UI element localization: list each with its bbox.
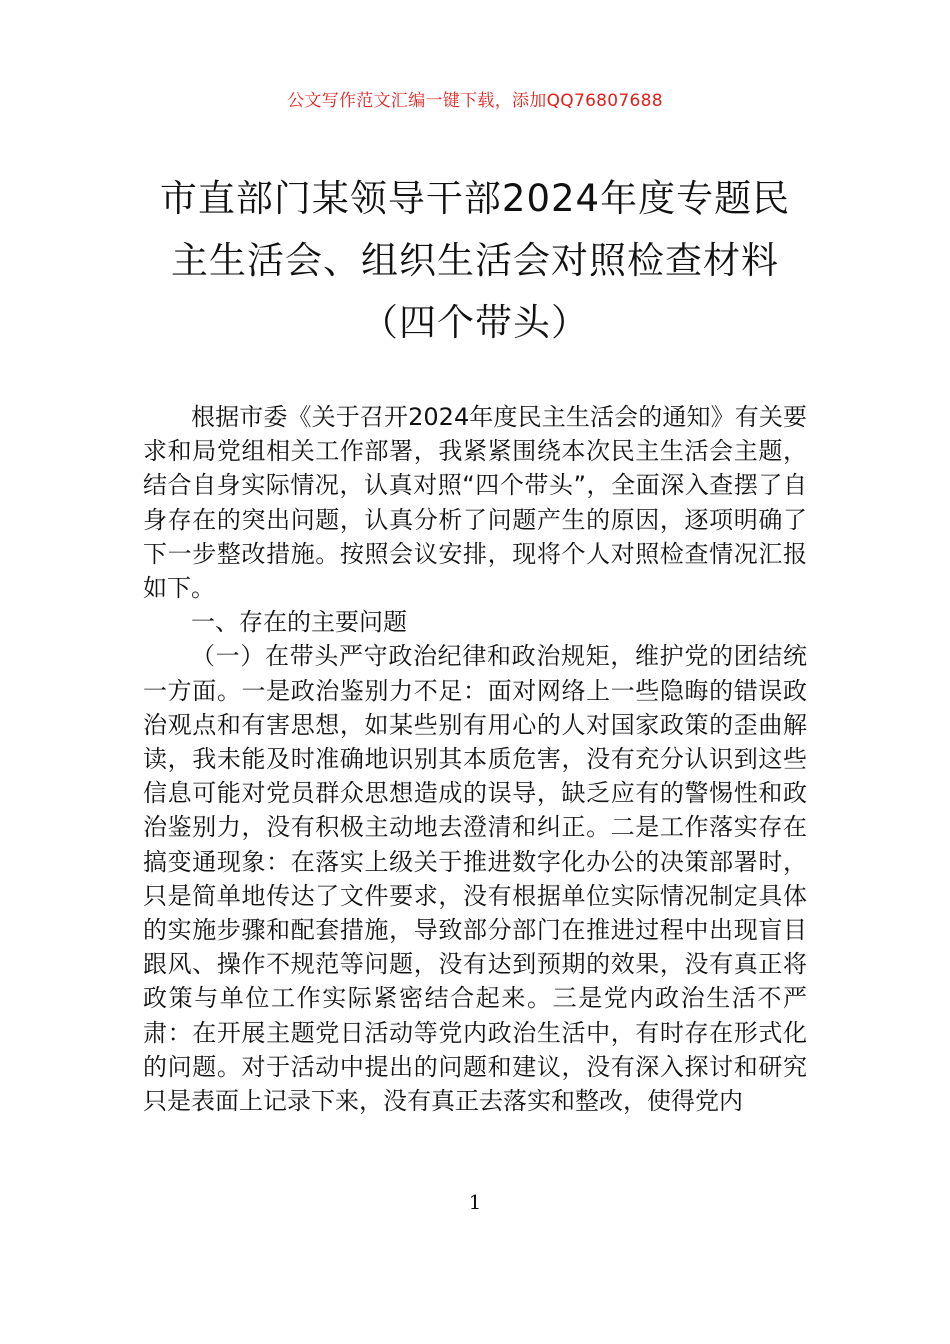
page-number: 1 <box>468 1190 482 1214</box>
document-body <box>143 400 807 1118</box>
document-title: 市直部门某领导干部2024年度专题民主生活会、组织生活会对照检查材料（四个带头） <box>159 177 791 344</box>
intro-paragraph: 根据市委《关于召开2024年度民主生活会的通知》有关要求和局党组相关工作部署，我紧紧围绕本次民主生活会主题，结合自身实际情况，认真对照“四个带头”，全面深入查摆了自身存在的突出问题，认真分析了问题产生的原因，逐项明确了下一步整改措施。按照会议安排，现将个人对照检查情况汇报如下。 <box>143 403 807 603</box>
section-heading: 一、存在的主要问题 <box>191 608 407 637</box>
subsection-paragraph: （一）在带头严守政治纪律和政治规矩，维护党的团结统一方面。一是政治鉴别力不足：面对网络上一些隐晦的错误政治观点和有害思想，如某些别有用心的人对国家政策的歪曲解读，我未能及时准确地识别其本质危害，没有充分认识到这些信息可能对党员群众思想造成的误导，缺乏应有的警惕性和政治鉴别力，没有积极主动地去澄清和纠正。二是工作落实存在搞变通现象：在落实上级关于推进数字化办公的决策部署时，只是简单地传达了文件要求，没有根据单位实际情况制定具体的实施步骤和配套措施，导致部分部门在推进过程中出现盲目跟风、操作不规范等问题，没有达到预期的效果，没有真正将政策与单位工作实际紧密结合起来。三是党内政治生活不严肃：在开展主题党日活动等党内政治生活中，有时存在形式化的问题。对于活动中提出的问题和建议，没有深入探讨和研究只是表面上记录下来，没有真正去落实和整改，使得党内 <box>143 642 807 1116</box>
download-banner: 公文写作范文汇编一键下载，添加QQ76807688 <box>287 91 663 111</box>
